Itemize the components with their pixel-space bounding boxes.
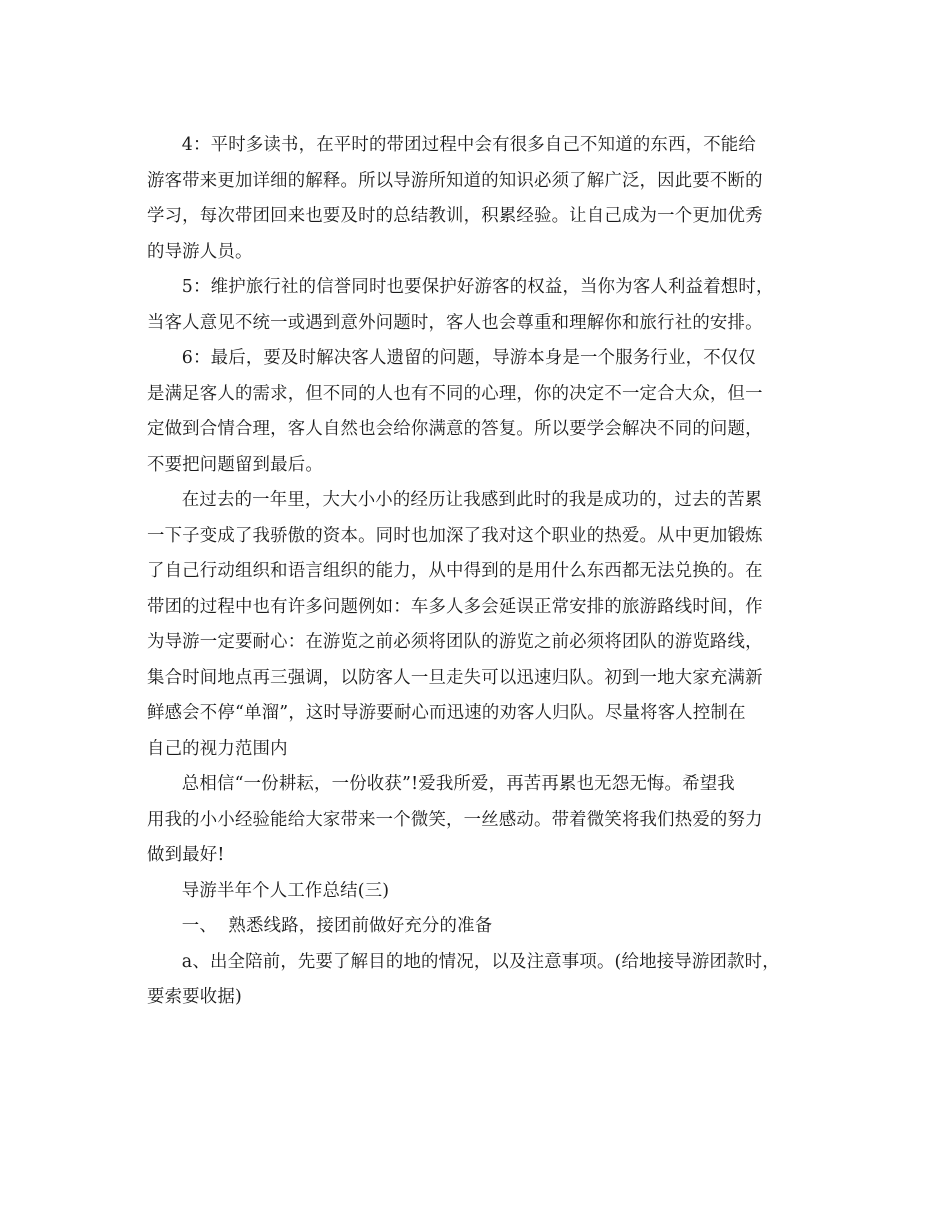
paragraph-motto — [147, 767, 807, 874]
text-line: 自己的视力范围内 — [147, 738, 288, 759]
text-line: 在过去的一年里，大大小小的经历让我感到此时的我是成功的，过去的苦累 — [181, 490, 763, 510]
text-line: 不要把问题留到最后。 — [147, 454, 323, 475]
paragraph-reading-tip — [147, 128, 807, 270]
document-body — [147, 128, 807, 1016]
text-line: 集合时间地点再三强调，以防客人一旦走失可以迅速归队。初到一地大家充满新 — [147, 667, 763, 688]
text-line: 了自己行动组织和语言组织的能力，从中得到的是用什么东西都无法兑换的。在 — [147, 561, 763, 581]
text-line: 鲜感会不停“单溜”，这时导游要耐心而迅速的劝客人归队。尽量将客人控制在 — [147, 703, 746, 723]
text-line: 为导游一定要耐心：在游览之前必须将团队的游览之前必须将团队的游览路线， — [147, 632, 763, 652]
text-line: 做到最好! — [147, 845, 225, 865]
text-line: 5：维护旅行社的信誉同时也要保护好游客的权益，当你为客人利益着想时， — [181, 277, 774, 297]
text-line: 是满足客人的需求，但不同的人也有不同的心理，你的决定不一定合大众，但一 — [147, 383, 763, 404]
text-line: 定做到合情合理，客人自然也会给你满意的答复。所以要学会解决不同的问题， — [147, 419, 763, 439]
text-line: 6：最后，要及时解决客人遗留的问题，导游本身是一个服务行业，不仅仅 — [181, 348, 756, 368]
text-line: 用我的小小经验能给大家带来一个微笑，一丝感动。带着微笑将我们热爱的努力 — [147, 809, 763, 830]
paragraph-past-year — [147, 483, 807, 767]
subsection-heading — [147, 909, 807, 945]
text-line: a、出全陪前，先要了解目的地的情况，以及注意事项。(给地接导游团款时， — [181, 951, 780, 972]
text-line: 一下子变成了我骄傲的资本。同时也加深了我对这个职业的热爱。从中更加锻炼 — [147, 525, 763, 546]
text-line: 的导游人员。 — [147, 241, 253, 262]
text-line: 总相信“一份耕耘，一份收获”!爱我所爱，再苦再累也无怨无悔。希望我 — [181, 774, 735, 794]
text-line: 带团的过程中也有许多问题例如：车多人多会延误正常安排的旅游路线时间，作 — [147, 596, 763, 617]
text-line: 一、 熟悉线路，接团前做好充分的准备 — [181, 916, 493, 936]
text-line: 要索要收据) — [147, 987, 242, 1007]
text-line: 游客带来更加详细的解释。所以导游所知道的知识必须了解广泛，因此要不断的 — [147, 170, 763, 191]
text-line: 4：平时多读书，在平时的带团过程中会有很多自己不知道的东西，不能给 — [181, 135, 756, 155]
paragraph-problems-tip — [147, 341, 807, 483]
text-line: 当客人意见不统一或遇到意外问题时，客人也会尊重和理解你和旅行社的安排。 — [147, 312, 763, 333]
text-line: 学习，每次带团回来也要及时的总结教训，积累经验。让自己成为一个更加优秀 — [147, 206, 763, 226]
paragraph-reputation-tip — [147, 270, 807, 341]
section-heading — [147, 874, 807, 910]
text-line: 导游半年个人工作总结(三) — [181, 880, 390, 901]
paragraph-item-a — [147, 945, 807, 1016]
